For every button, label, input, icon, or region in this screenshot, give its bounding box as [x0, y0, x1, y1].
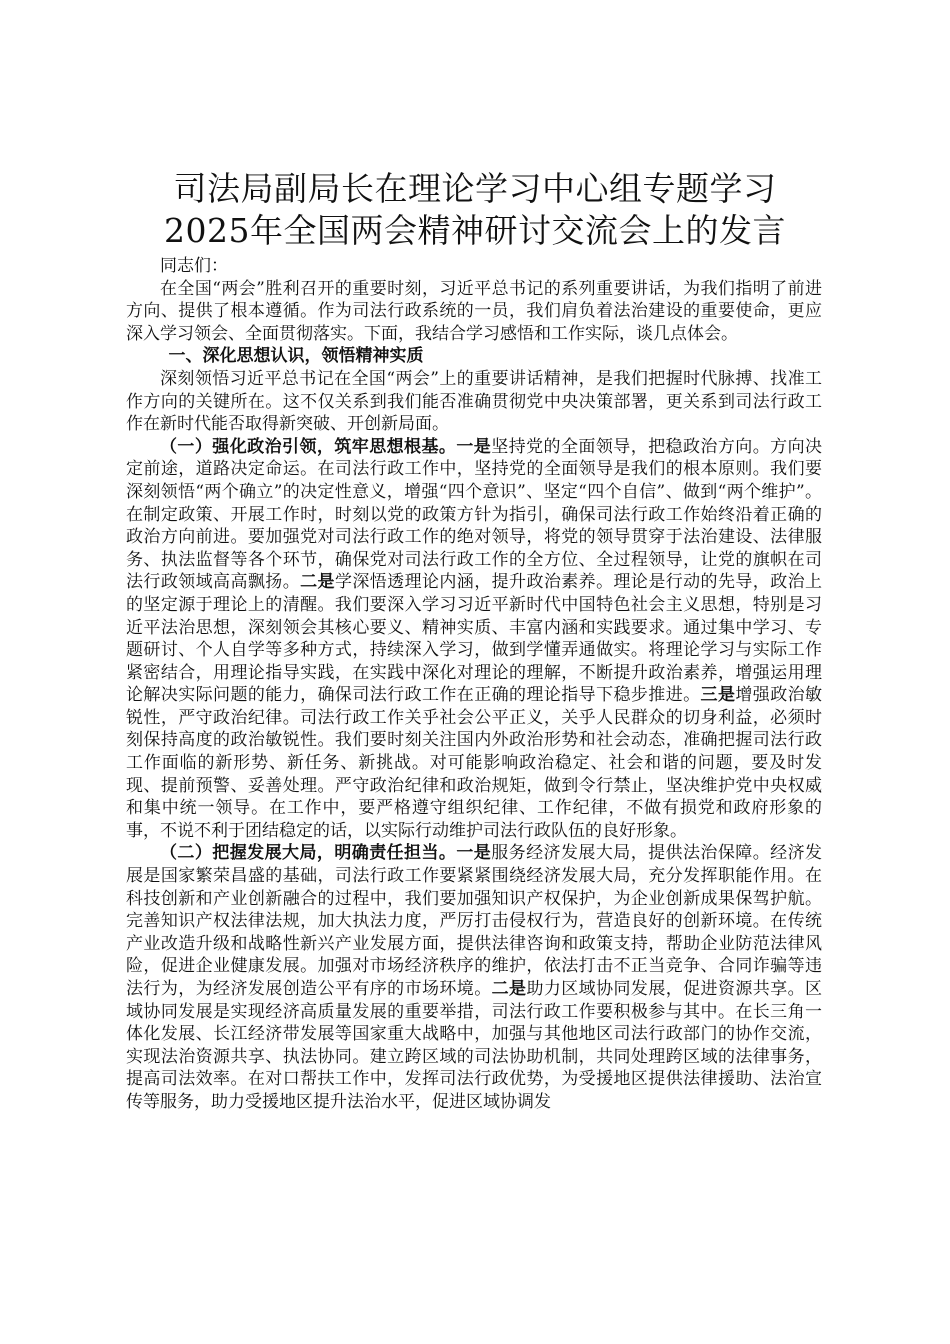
- section-1-intro-paragraph: 深刻领悟习近平总书记在全国“两会”上的重要讲话精神，是我们把握时代脉搏、找准工作方向的关键所在。这不仅关系到我们能否准确贯彻党中央决策部署，更关系到司法行政工作在新时代能否取得新突破、开创新局面。: [126, 368, 822, 435]
- point-marker: 一是: [456, 436, 492, 457]
- point-marker: 一是: [456, 843, 492, 864]
- intro-paragraph: 在全国“两会”胜利召开的重要时刻，习近平总书记的系列重要讲话，为我们指明了前进方向、提供了根本遵循。作为司法行政系统的一员，我们肩负着法治建设的重要使命，更应深入学习领会、全面贯彻落实。下面，我结合学习感悟和工作实际，谈几点体会。: [126, 278, 822, 344]
- title-line-1: 司法局副局长在理论学习中心组专题学习: [173, 169, 777, 208]
- salutation: 同志们：: [160, 256, 228, 276]
- subsection-1-lead: （一）强化政治引领，筑牢思想根基。: [160, 436, 457, 457]
- subsection-1-paragraph: [126, 436, 822, 843]
- point-marker: 三是: [700, 685, 736, 706]
- point-marker: 二是: [300, 572, 335, 593]
- section-heading-1: 一、深化思想认识，领悟精神实质: [168, 346, 424, 367]
- point-text: 助力区域协同发展，促进资源共享。区域协同发展是实现经济高质量发展的重要举措，司法行政工作要积极参与其中。在长三角一体化发展、长江经济带发展等国家重大战略中，加强与其他地区司法行政部门的协作交流，实现法治资源共享、执法协同。建立跨区域的司法协助机制，共同处理跨区域的法律事务，提高司法效率。在对口帮扶工作中，发挥司法行政优势，为受援地区提供法律援助、法治宣传等服务，助力受援地区提升法治水平，促进区域协调发: [126, 979, 823, 1112]
- point-text: 增强政治敏锐性，严守政治纪律。司法行政工作关乎社会公平正义，关乎人民群众的切身利益，必须时刻保持高度的政治敏锐性。我们要时刻关注国内外政治形势和社会动态，准确把握司法行政工作面临的新形势、新任务、新挑战。对可能影响政治稳定、社会和谐的问题，要及时发现、提前预警、妥善处理。严守政治纪律和政治规矩，做到令行禁止，坚决维护党中央权威和集中统一领导。在工作中，要严格遵守组织纪律、工作纪律，不做有损党和政府形象的事，不说不利于团结稳定的话，以实际行动维护司法行政队伍的良好形象。: [126, 685, 823, 841]
- title-line-2: 2025年全国两会精神研讨交流会上的发言: [164, 211, 786, 250]
- point-text: 服务经济发展大局，提供法治保障。经济发展是国家繁荣昌盛的基础，司法行政工作要紧紧围绕经济发展大局，充分发挥职能作用。在科技创新和产业创新融合的过程中，我们要加强知识产权保护，为企业创新成果保驾护航。完善知识产权法律法规，加大执法力度，严厉打击侵权行为，营造良好的创新环境。在传统产业改造升级和战略性新兴产业发展方面，提供法律咨询和政策支持，帮助企业防范法律风险，促进企业健康发展。加强对市场经济秩序的维护，依法打击不正当竞争、合同诈骗等违法行为，为经济发展创造公平有序的市场环境。: [126, 843, 823, 999]
- subsection-2-paragraph: [126, 842, 822, 1113]
- subsection-2-lead: （二）把握发展大局，明确责任担当。: [160, 843, 457, 864]
- document-title: [100, 168, 850, 252]
- point-marker: 二是: [491, 979, 527, 999]
- point-text: 坚持党的全面领导，把稳政治方向。方向决定前途，道路决定命运。在司法行政工作中，坚持党的全面领导是我们的根本原则。我们要深刻领悟“两个确立”的决定性意义，增强“四个意识”、坚定“四个自信”、做到“两个维护”。在制定政策、开展工作时，时刻以党的政策方针为指引，确保司法行政工作始终沿着正确的政治方向前进。要加强党对司法行政工作的绝对领导，将党的领导贯穿于法治建设、法律服务、执法监督等各个环节，确保党对司法行政工作的全方位、全过程领导，让党的旗帜在司法行政领域高高飘扬。: [126, 436, 823, 593]
- point-text: 学深悟透理论内涵，提升政治素养。理论是行动的先导，政治上的坚定源于理论上的清醒。我们要深入学习习近平新时代中国特色社会主义思想，特别是习近平法治思想，深刻领会其核心要义、精神实质、丰富内涵和实践要求。通过集中学习、专题研讨、个人自学等多种方式，持续深入学习，做到学懂弄通做实。将理论学习与实际工作紧密结合，用理论指导实践，在实践中深化对理论的理解，不断提升政治素养，增强运用理论解决实际问题的能力，确保司法行政工作在正确的理论指导下稳步推进。: [126, 572, 823, 706]
- document-body: [126, 255, 822, 1114]
